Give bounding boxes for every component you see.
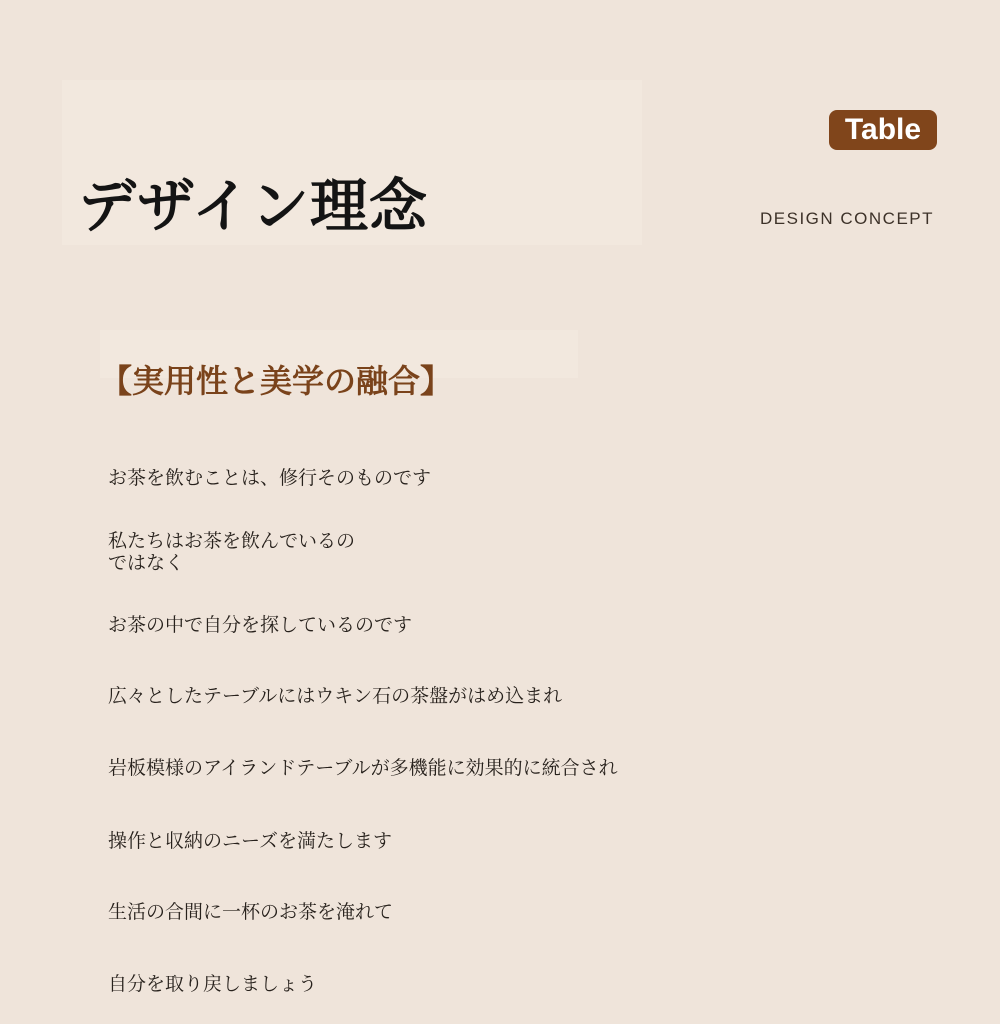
concept-line-3: お茶の中で自分を探しているのです (108, 614, 413, 636)
table-badge: Table (829, 110, 937, 150)
concept-line-2: 私たちはお茶を飲んでいるの ではなく (108, 530, 356, 574)
design-concept-subtitle: DESIGN CONCEPT (760, 209, 935, 228)
section-heading: 【実用性と美学の融合】 (100, 361, 453, 400)
concept-line-6: 操作と収納のニーズを満たします (108, 830, 393, 852)
concept-line-1: お茶を飲むことは、修行そのものです (108, 467, 432, 489)
page-title: デザイン理念 (78, 171, 428, 240)
concept-line-8: 自分を取り戻しましょう (108, 973, 318, 995)
concept-line-5: 岩板模様のアイランドテーブルが多機能に効果的に統合され (108, 757, 618, 779)
concept-line-4: 広々としたテーブルにはウキン石の茶盤がはめ込まれ (108, 685, 563, 707)
concept-line-7: 生活の合間に一杯のお茶を淹れて (108, 901, 394, 923)
